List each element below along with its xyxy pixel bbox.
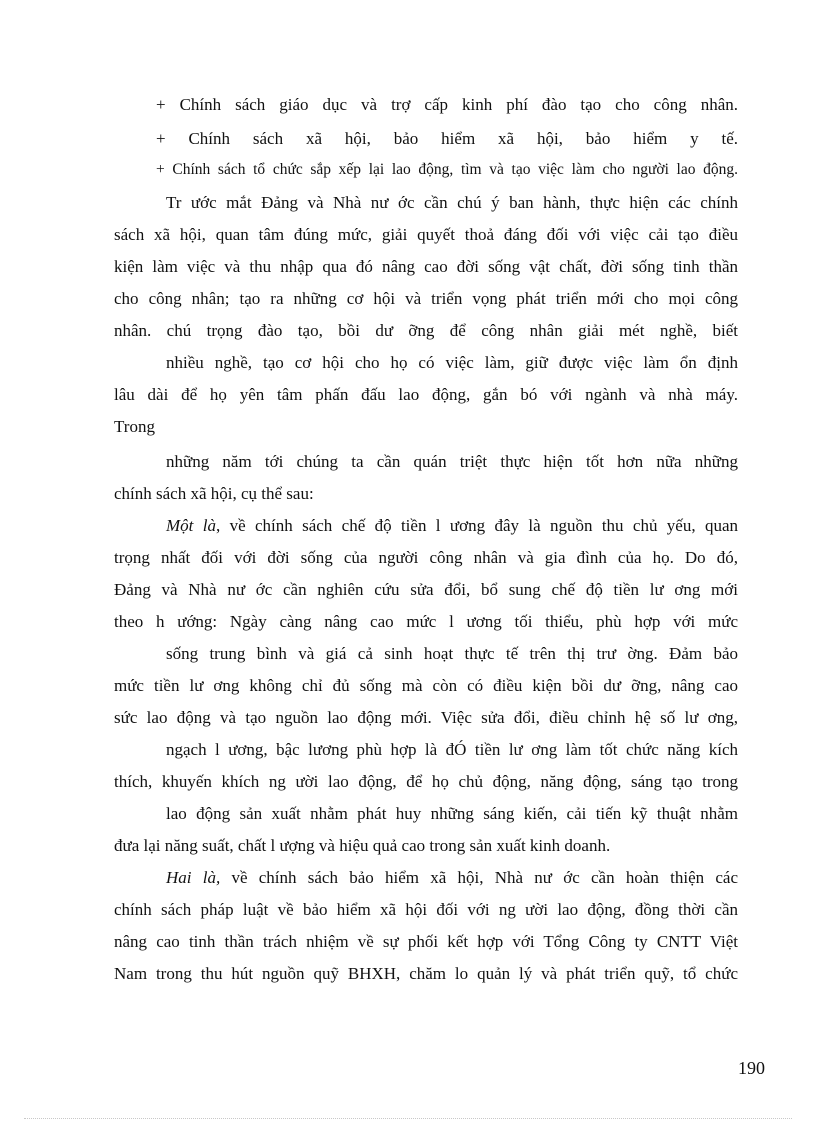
body-line: Trong bbox=[114, 417, 155, 436]
body-line: Đảng và Nhà nư ớc cần nghiên cứu sửa đổi, bổ sung chế độ tiền lư ơng mới bbox=[114, 580, 738, 599]
body-line: cho công nhân; tạo ra những cơ hội và triển vọng phát triển mới cho mọi công bbox=[114, 289, 738, 308]
body-line: chính sách xã hội, cụ thể sau: bbox=[114, 484, 314, 503]
body-line: ngạch l ương, bậc lương phù hợp là đÓ tiền lư ơng làm tốt chức năng kích bbox=[166, 740, 738, 759]
body-line: kiện làm việc và thu nhập qua đó nâng cao đời sống vật chất, đời sống tinh thần bbox=[114, 257, 738, 276]
body-line: + Chính sách tổ chức sắp xếp lại lao động, tìm và tạo việc làm cho người lao động. bbox=[156, 161, 738, 178]
body-line: sức lao động và tạo nguồn lao động mới. Việc sửa đổi, điều chỉnh hệ số lư ơng, bbox=[114, 708, 738, 727]
body-line: Một là, về chính sách chế độ tiền l ương đây là nguồn thu chủ yếu, quan bbox=[166, 516, 739, 535]
paragraph-lead: Hai là, bbox=[166, 868, 221, 887]
body-line: những năm tới chúng ta cần quán triệt thực hiện tốt hơn nữa những bbox=[166, 452, 738, 471]
body-line: nhân. chú trọng đào tạo, bồi dư ỡng để công nhân giải mét nghề, biết bbox=[114, 321, 738, 340]
body-line: lao động sản xuất nhằm phát huy những sáng kiến, cải tiến kỹ thuật nhằm bbox=[166, 804, 738, 823]
body-line: chính sách pháp luật về bảo hiểm xã hội đối với ng ười lao động, đồng thời cần bbox=[114, 900, 738, 919]
footer-divider bbox=[24, 1118, 792, 1119]
body-line: trọng nhất đối với đời sống của người công nhân và gia đình của họ. Do đó, bbox=[114, 548, 738, 567]
body-line: Hai là, về chính sách bảo hiểm xã hội, Nhà nư ớc cần hoàn thiện các bbox=[166, 868, 738, 887]
body-line: sách xã hội, quan tâm đúng mức, giải quyết thoả đáng đối với việc cải tạo điều bbox=[114, 225, 738, 244]
body-line: lâu dài để họ yên tâm phấn đấu lao động, gắn bó với ngành và nhà máy. bbox=[114, 385, 738, 404]
body-line: theo h ướng: Ngày càng nâng cao mức l ương tối thiểu, phù hợp với mức bbox=[114, 612, 738, 631]
page-number: 190 bbox=[738, 1058, 765, 1078]
paragraph-lead: Một là bbox=[166, 516, 216, 535]
body-line: mức tiền lư ơng không chỉ đủ sống mà còn có điều kiện bồi dư ỡng, nâng cao bbox=[114, 676, 738, 695]
body-line: đưa lại năng suất, chất l ượng và hiệu quả cao trong sản xuất kinh doanh. bbox=[114, 836, 611, 855]
body-line: thích, khuyến khích ng ười lao động, để họ chủ động, năng động, sáng tạo trong bbox=[114, 772, 738, 791]
body-line: Nam trong thu hút nguồn quỹ BHXH, chăm lo quản lý và phát triển quỹ, tổ chức bbox=[114, 964, 738, 983]
body-line: nhiều nghề, tạo cơ hội cho họ có việc làm, giữ được việc làm ổn định bbox=[166, 353, 738, 372]
body-line: + Chính sách giáo dục và trợ cấp kinh phí đào tạo cho công nhân. bbox=[156, 95, 738, 114]
body-line: sống trung bình và giá cả sinh hoạt thực tế trên thị trư ờng. Đảm bảo bbox=[166, 644, 738, 663]
body-line: Tr ước mắt Đảng và Nhà nư ớc cần chú ý ban hành, thực hiện các chính bbox=[166, 193, 738, 212]
body-line: + Chính sách xã hội, bảo hiểm xã hội, bảo hiểm y tế. bbox=[156, 129, 738, 148]
body-line: nâng cao tinh thần trách nhiệm về sự phối kết hợp với Tổng Công ty CNTT Việt bbox=[114, 932, 738, 951]
